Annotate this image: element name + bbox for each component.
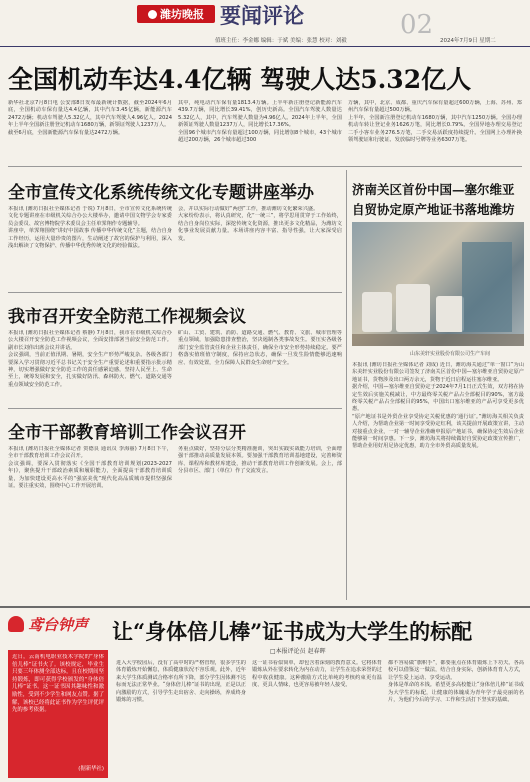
safety-meeting-headline: 我市召开安全防范工作视频会议 <box>8 307 246 327</box>
news-summary-text: 近日，云南机电职业技术学院的“身体倍儿棒”证书火了。该校规定，毕业生只要三年体测全部达标，且在校期间坚持锻炼，即可获得学校颁发的“身体倍儿棒”证书。这一证书因其趣味性和激励性，受到不少学生和网友点赞。据了解，该校已经将此证书作为学生评优评先的参考依据。 <box>12 654 104 714</box>
issue-date: 2024年7月9日 星期二 <box>440 38 496 44</box>
side-column-rule <box>346 170 347 600</box>
cadre-training-headline: 全市干部教育培训工作会议召开 <box>8 423 246 443</box>
culture-lecture-body-col2: 会，并以实际行动做好“两创”工作，推动潍坊文化繁荣兴盛。 大家纷纷表示，将认真研究，化“一统三”，将学思用贯穿于工作始终，结合自身岗位实际，深挖传统文化资源，推出更多文化精品，为潍坊文化事业发展贡献力量。本场讲座内容丰富、指导性强，让大家深受启发。 <box>178 206 342 242</box>
commentary-headline: 让“身体倍儿棒”证书成为大学生的标配 <box>112 619 473 644</box>
lead-body-col1: 新华社北京7月8日电 公安部8日发布最新统计数据，截至2024年6月底，全国机动车保有量达4.4亿辆，其中汽车3.45亿辆，新能源汽车2472万辆；机动车驾驶人5.32亿人，其中汽车驾驶人4.96亿人。2024年上半年全国新注册登记机动车1680万辆，新领证驾驶人1237万人。 截至6月底，全国新能源汽车保有量达2472万辆。 <box>8 100 172 136</box>
photo-floor <box>352 334 524 346</box>
culture-lecture-body-col1: 本报讯 (潍坊日报社全媒体记者 于锐) 7月8日，全市宣传文化系统传统文化专题讲座在市级机关综合办公大楼举办，邀请中国文物学会专家委员会委员、故宫博物院学术委员会主任单霁翔作专题辅导。 讲座中，单霁翔围绕“讲好中国故事 传播中华传统文化”主题，结合自身工作经历，运用大量珍贵的图片，生动阐述了故宫的保护与利用，深入浅出解读了文物保护、传播中华优秀传统文化的经验做法。 <box>8 206 172 250</box>
a3-rule <box>8 408 342 409</box>
logo-text: 潍坊晚报 <box>160 8 204 21</box>
culture-lecture-headline: 全市宣传文化系统传统文化专题讲座举办 <box>8 183 314 203</box>
news-summary-box <box>8 650 108 778</box>
lead-body-col2: 其中，纯电动汽车保有量1813.4万辆。上半年新注册登记新能源汽车439.7万辆，同比增长39.41%，创历史新高。全国汽车驾驶人数量达5.32亿人，其中，汽车驾驶人数量为4.96亿人。2024年上半年，全国新领证驾驶人数量1237万人，同比增长17.36%。 全国96个城市汽车保有量超过100万辆，同比增加8个城市，43个城市超过200万辆，26个城市超过300 <box>178 100 342 144</box>
safety-meeting-body-col1: 本报讯 (潍坊日报社全媒体记者 蔡静) 7月8日，我市在市级机关综合办公大楼召开安全防范工作视频会议，全面安排部署当前安全防范工作。副市长刘伟出席会议并讲话。 会议强调，当前正值汛期、暑期，安全生产形势严峻复杂。各级各部门要深入学习贯彻习近平总书记关于安全生产重要论述和重要指示批示精神，切实增强做好安全防范工作的责任感紧迫感，坚持人民至上、生命至上，统筹发展和安全，扎实做好防汛、森林防火、燃气、道路交通等重点领域安全防范工作。 <box>8 330 172 388</box>
commentary-col3: 都不容易做“旗帜手”，都要重点在体育锻炼上下功夫。各高校可以借鉴这一做法，结合自身实际，创新体育育人方式，让学生爱上运动、享受运动。 身体是革命的本钱。希望更多高校能让“身体倍儿棒”证书成为大学生的标配，让健康的体魄成为青年学子最亮丽的名片，为他们今后的学习、工作和生活打下坚实的基础。 <box>388 660 524 704</box>
bell-icon <box>8 616 24 632</box>
safety-meeting-body-col2: 矿山、工贸、建筑、消防、道路交通、燃气、教育、文旅、城市管理等重点领域，加强隐患排查整治，坚决遏制各类事故发生。要压实各级各部门安全监管责任和企业主体责任，确保全市安全形势持续稳定。要严格落实值班值守制度，保持应急状态，确保一旦发生险情能够迅速响应、有效处置，全力保障人民群众生命财产安全。 <box>178 330 342 366</box>
column-logo-text: 鸢台钟声 <box>28 616 89 634</box>
page-number: 02 <box>400 10 434 40</box>
commentary-byline: □本报评论员 赵春晖 <box>270 648 326 655</box>
photo-caption: 山东美轩实业股份有限公司生产车间 <box>410 351 491 357</box>
photo-sack <box>362 292 392 332</box>
photo-sack <box>436 296 464 332</box>
commentary-col2: 这一证书看似简单，却包含着深刻的教育意义。它将体育锻炼从外在要求转化为内在动力，让学生在追求荣誉的过程中收获健康。这种激励方式比单纯的考核约束更有温度、更具人情味，也更容易被年轻人接受。 <box>252 660 382 689</box>
lead-body-col3: 万辆，其中，北京、成都、重庆汽车保有量超过600万辆，上海、苏州、郑州汽车保有量超过500万辆。 上半年，全国新注册登记机动车1680万辆，其中汽车1250万辆。全国办理机动车转让登记业务1626万笔，同比增长0.79%。全国异地办理交易登记二手小客车业务276.5万笔，二手交易活跃度持续提升。全国网上办理补换领驾驶证和行驶证、发放临时号牌等业务6307万笔。 <box>348 100 522 144</box>
side-body: 本报讯 (潍坊日报社全媒体记者 刘成) 近日，潍坊海关通过“单一窗口”为山东美轩实业股份有限公司签发了济南关区首份中国—塞尔维亚自贸协定原产地证书，货物涉及出口两万余元，货物于近日启程运往塞尔维亚。 据介绍，中国—塞尔维亚自贸协定于2024年7月1日正式生效，双方将在协定生效后实施关税减让，中方最终零关税产品占全部税目的90%，塞方最终零关税产品占全部税目的95%，中国出口塞尔维亚的产品可享受更多优惠。 “原产地证书是外贸企业享受协定关税优惠的‘通行证’。”潍坊海关相关负责人介绍，为帮助企业第一时间享受协定红利，该关提前开展政策宣讲，主动对接重点企业，一对一辅导企业准确申报原产地证书，确保协定生效后企业能够第一时间享惠。下一步，潍坊海关将持续做好自贸协定政策宣传推广，帮助企业用好用足协定优惠，助力全市外贸高质量发展。 <box>352 362 524 450</box>
lead-headline: 全国机动车达4.4亿辆 驾驶人达5.32亿人 <box>8 65 472 94</box>
commentary-col1: 进入大学校园后，没有了高中时的严格管理，很多学生的体育锻炼开始懈怠，体质健康状况不容乐观。此外，近年来大学生体质测试合格率有所下降，部分学生因体测不达标而无法正常毕业。“身体倍儿棒”证书的出现，正是以正向激励的方式，引导学生走出宿舍、走向操场，养成终身锻炼的习惯。 <box>116 660 246 704</box>
side-headline-line2: 自贸协定原产地证书落地潍坊 <box>352 202 515 217</box>
commentary-divider <box>0 606 530 608</box>
column-logo <box>8 612 88 642</box>
newspaper-logo <box>137 5 215 23</box>
photo-sack <box>396 284 430 332</box>
a2-rule <box>8 292 342 293</box>
masthead <box>0 0 530 48</box>
photo-machine <box>462 242 512 332</box>
logo-icon <box>148 10 157 19</box>
editor-credits: 值班主任：李金娜 编辑：于斌 美编：张慧 校对：刘毅 <box>215 38 347 44</box>
cadre-training-body-col1: 本报讯 (潍坊日报社全媒体记者 贺德良 通讯员 李海丽) 7月8日下午，全市干部教育培训工作会议召开。 会议强调，要深入贯彻落实《全国干部教育培训规划(2023-2027年)》，聚焦提升干部政治素质和履职能力，全面提高干部教育培训质量，为加快建设更高水平的“强富美优”现代化高品质城市提供坚强保证。要注重实效，围绕中心工作开展培训。 <box>8 446 172 490</box>
factory-photo <box>352 222 524 346</box>
lead-rule <box>8 166 522 167</box>
section-title: 要闻评论 <box>220 3 304 28</box>
cadre-training-body-col2: 务重点做好，坚持分层分类精准施训，突出实践实战能力培训，全面增强干部推动高质量发展本领。要加强干部教育培训基地建设，完善师资库、课程库和教材库建设，推动干部教育培训工作创新发展。会上，部分县市区、部门（单位）作了交流发言。 <box>178 446 342 475</box>
header-rule <box>0 46 530 47</box>
news-summary-source: (据新华社) <box>78 766 104 772</box>
side-headline-line1: 济南关区首份中国—塞尔维亚 <box>352 182 515 197</box>
